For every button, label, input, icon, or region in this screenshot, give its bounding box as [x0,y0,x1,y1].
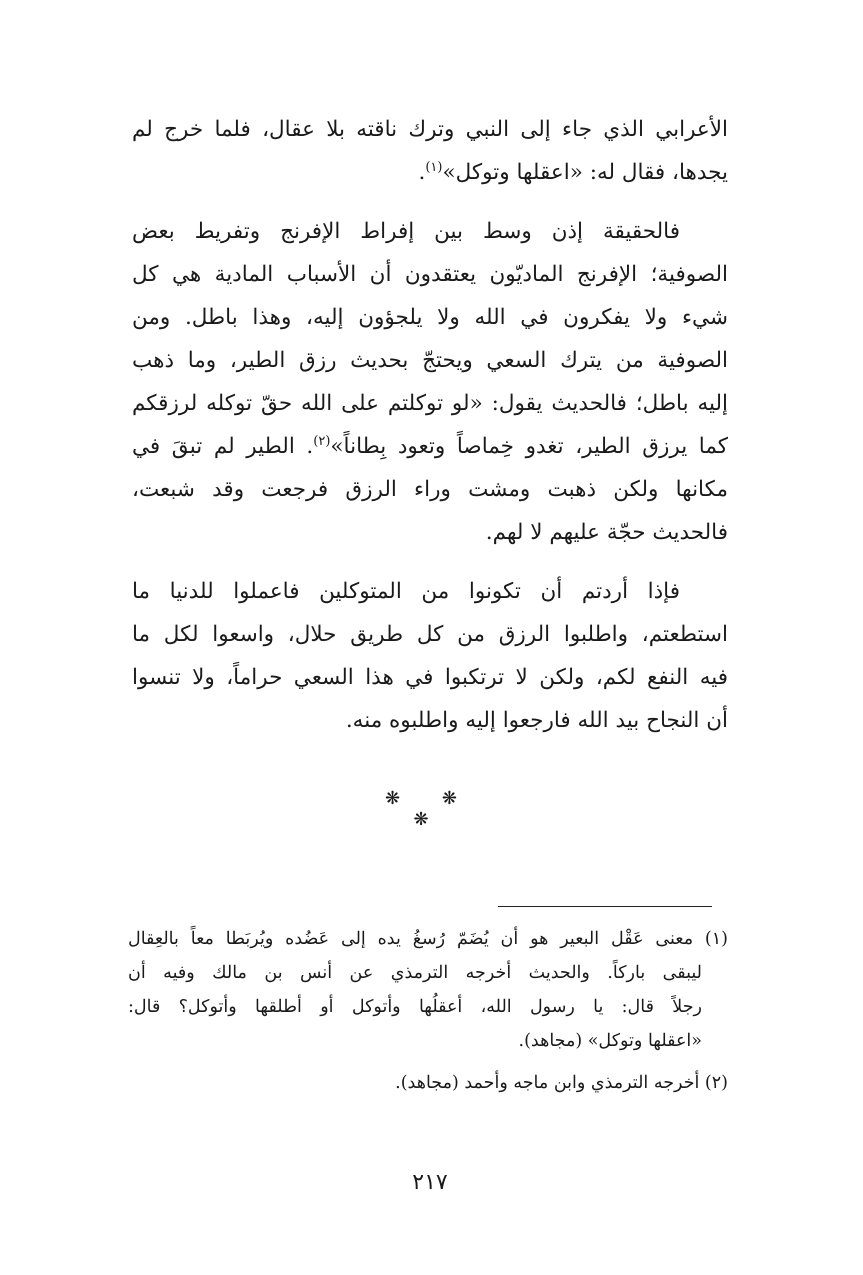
text-line: إليه باطل؛ فالحديث يقول: «لو توكلتم على الله حقّ توكله لرزقكم [132,391,728,416]
text-line: مكانها ولكن ذهبت ومشت وراء الرزق فرجعت وقد شبعت، [132,477,728,502]
paragraph-3 [132,570,728,742]
footnote-line: (٢) أخرجه الترمذي وابن ماجه وأحمد (مجاهد). [395,1073,728,1093]
page-body [132,108,728,758]
text-line-indented: فإذا أردتم أن تكونوا من المتوكلين فاعملوا للدنيا ما [132,579,680,604]
text-line: الأعرابي الذي جاء إلى النبي وترك ناقته بلا عقال، فلما خرج لم [132,117,728,142]
text-line: شيء ولا يفكرون في الله ولا يلجؤون إليه، وهذا باطل. ومن [132,305,728,330]
footnote-rule [498,906,712,907]
section-separator: ❋ ❋ ❋ [385,788,475,830]
text-line: فيه النفع لكم، ولكن لا ترتكبوا في هذا السعي حراماً، ولا تنسوا [132,665,728,690]
footnotes [128,922,728,1108]
footnote-2 [128,1066,728,1100]
footnote-line: (١) معنى عَقْل البعير هو أن يُضَمّ رُسغُ يده إلى عَضُده ويُربَطا معاً بالعِقال [128,929,728,949]
paragraph-2 [132,210,728,554]
text-line-content: كما يرزق الطير، تغدو خِماصاً وتعود بِطاناً» [330,434,728,459]
text-line: أن النجاح بيد الله فارجعوا إليه واطلبوه منه. [345,708,728,733]
footnote-ref-2: (٢) [313,433,331,449]
text-line-indented: فالحقيقة إذن وسط بين إفراط الإفرنج وتفريط بعض [132,219,680,244]
footnote-ref-1: (١) [425,159,443,175]
paragraph-1 [132,108,728,194]
text-line-content: يجدها، فقال له: «اعقلها وتوكل» [442,160,728,185]
text-line: فالحديث حجّة عليهم لا لهم. [485,520,728,545]
text-line: استطعتم، واطلبوا الرزق من كل طريق حلال، واسعوا لكل ما [132,622,728,647]
footnote-line: «اعقلها وتوكل» (مجاهد). [518,1031,702,1051]
footnote-line: رجلاً قال: يا رسول الله، أعقلُها وأتوكل أو أطلقها وأتوكل؟ قال: [128,997,702,1017]
text-line: الصوفية من يترك السعي ويحتجّ بحديث رزق الطير، وما ذهب [132,348,728,373]
footnote-line: ليبقى باركاً. والحديث أخرجه الترمذي عن أنس بن مالك وفيه أن [128,963,702,983]
text-line: يجدها، فقال له: «اعقلها وتوكل»$^{(١)}$. [418,159,728,185]
text-line [132,425,728,468]
text-line-tail: . الطير لم تبقَ في [132,434,314,459]
text-line: الصوفية؛ الإفرنج الماديّون يعتقدون أن الأسباب المادية هي كل [132,262,728,287]
page-number: ٢١٧ [412,1170,448,1195]
footnote-1 [128,922,728,1058]
